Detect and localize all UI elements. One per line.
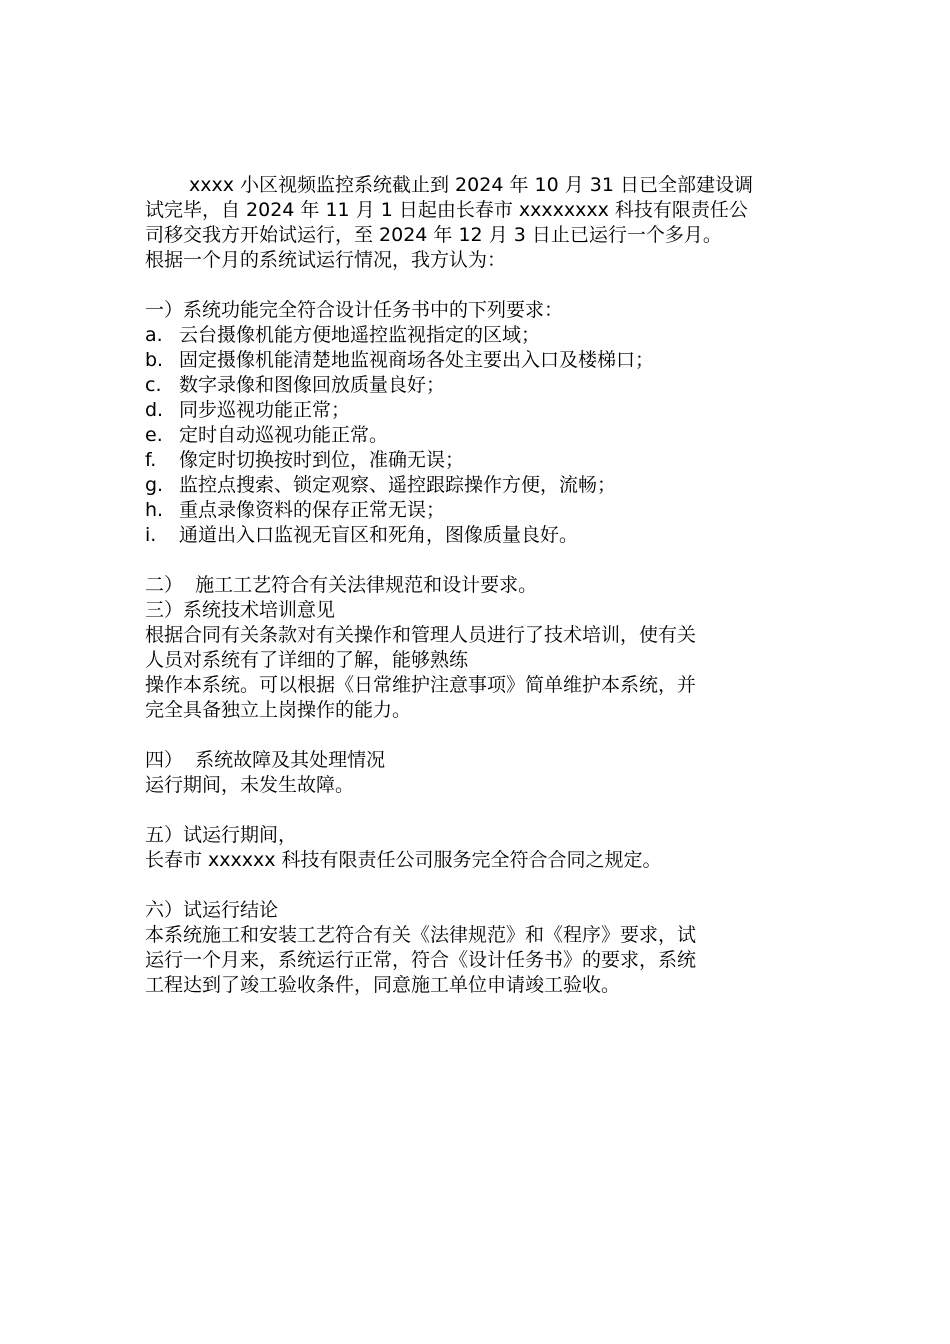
section-6-line-1: 本系统施工和安装工艺符合有关《法律规范》和《程序》要求，试 — [145, 924, 697, 946]
section-6-heading: 六）试运行结论 — [145, 899, 279, 921]
spacer — [145, 723, 810, 748]
list-marker: e. — [145, 424, 163, 446]
section-3-line-2: 人员对系统有了详细的了解，能够熟练 — [145, 649, 469, 671]
list-item-text: 云台摄像机能方便地遥控监视指定的区域； — [179, 324, 541, 346]
section-3-heading: 三）系统技术培训意见 — [145, 599, 336, 621]
list-item-text: 重点录像资料的保存正常无误； — [179, 499, 446, 521]
spacer — [145, 873, 810, 898]
section-3-line-4: 完全具备独立上岗操作的能力。 — [145, 699, 412, 721]
list-item-text: 同步巡视功能正常； — [179, 399, 351, 421]
list-item-text: 固定摄像机能清楚地监视商场各处主要出入口及楼梯口； — [179, 349, 655, 371]
section-6-line-3: 工程达到了竣工验收条件，同意施工单位申请竣工验收。 — [145, 974, 621, 996]
section-4-heading: 四） 系统故障及其处理情况 — [145, 749, 386, 771]
section-4-line-1: 运行期间，未发生故障。 — [145, 774, 355, 796]
spacer — [145, 548, 810, 573]
list-item-text: 数字录像和图像回放质量良好； — [179, 374, 446, 396]
list-item-text: 定时自动巡视功能正常。 — [179, 424, 389, 446]
list-item-text: 监控点搜索、锁定观察、遥控跟踪操作方便，流畅； — [179, 474, 617, 496]
intro-line-4: 根据一个月的系统试运行情况，我方认为： — [145, 249, 507, 271]
spacer — [145, 273, 810, 298]
section-5-line-1: 长春市 xxxxxx 科技有限责任公司服务完全符合合同之规定。 — [145, 849, 662, 871]
intro-line-2: 试完毕，自 2024 年 11 月 1 日起由长春市 xxxxxxxx 科技有限责任公 — [145, 199, 748, 221]
spacer — [145, 798, 810, 823]
list-item-text: 通道出入口监视无盲区和死角，图像质量良好。 — [179, 524, 579, 546]
list-marker: a. — [145, 324, 163, 346]
list-item-e — [145, 423, 810, 448]
list-marker: i. — [145, 524, 157, 546]
list-item-b — [145, 348, 810, 373]
section-5-heading: 五）试运行期间， — [145, 824, 298, 846]
list-item-g — [145, 473, 810, 498]
list-marker: c. — [145, 374, 162, 396]
list-item-d — [145, 398, 810, 423]
list-item-text: 像定时切换按时到位，准确无误； — [179, 449, 465, 471]
section-2-heading: 二） 施工工艺符合有关法律规范和设计要求。 — [145, 574, 538, 596]
intro-line-3: 司移交我方开始试运行，至 2024 年 12 月 3 日止已运行一个多月。 — [145, 224, 722, 246]
list-item-c — [145, 373, 810, 398]
list-marker: d. — [145, 399, 164, 421]
list-marker: h. — [145, 499, 164, 521]
list-marker: b. — [145, 349, 164, 371]
list-marker: f. — [145, 449, 157, 471]
list-item-a — [145, 323, 810, 348]
list-item-f — [145, 448, 810, 473]
section-3-line-3: 操作本系统。可以根据《日常维护注意事项》简单维护本系统，并 — [145, 674, 697, 696]
list-item-i — [145, 523, 810, 548]
section-6-line-2: 运行一个月来，系统运行正常，符合《设计任务书》的要求，系统 — [145, 949, 697, 971]
section-1-heading: 一）系统功能完全符合设计任务书中的下列要求： — [145, 299, 564, 321]
list-marker: g. — [145, 474, 164, 496]
section-3-line-1: 根据合同有关条款对有关操作和管理人员进行了技术培训，使有关 — [145, 624, 697, 646]
document-body — [145, 173, 810, 998]
list-item-h — [145, 498, 810, 523]
intro-line-1: xxxx 小区视频监控系统截止到 2024 年 10 月 31 日已全部建设调 — [189, 174, 753, 196]
